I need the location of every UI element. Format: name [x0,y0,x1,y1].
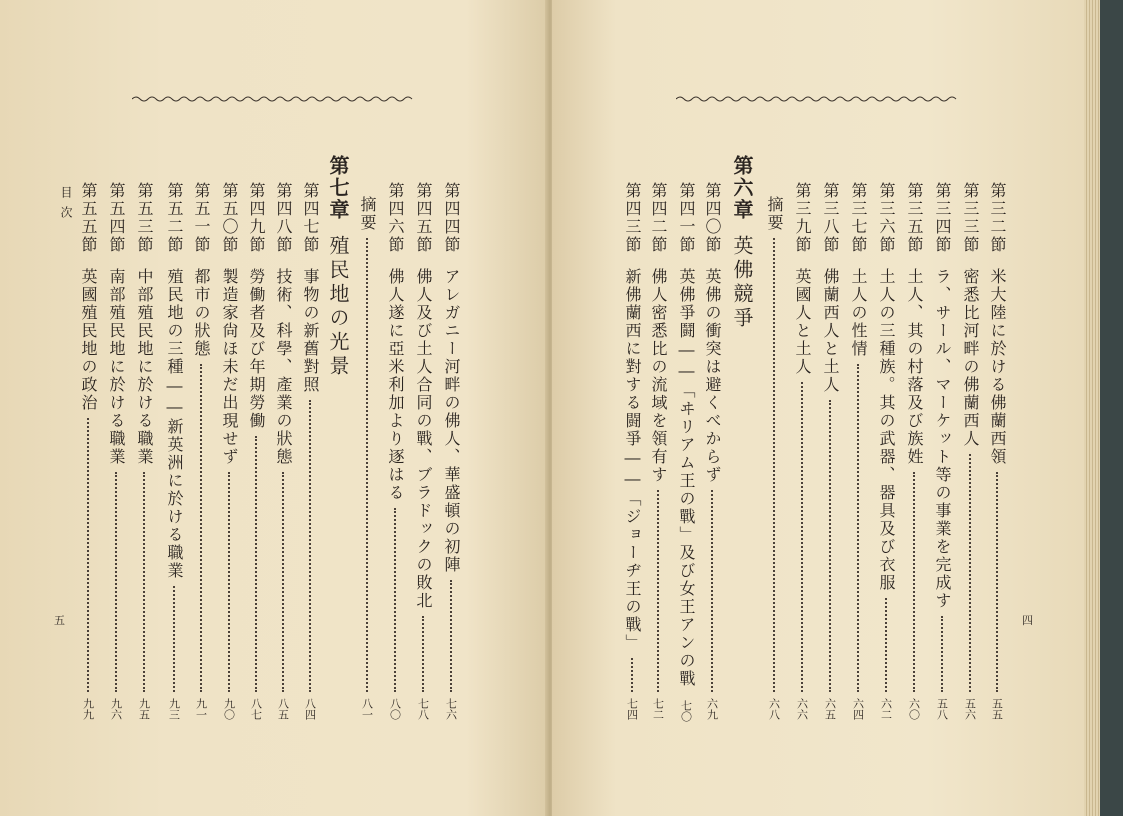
page-ref: 六五 [823,698,837,720]
section-number: 第三四節 [933,182,952,254]
leader-dots [913,472,915,692]
page-ref: 七二 [651,698,665,720]
page-ref: 九一 [194,698,208,720]
leader-dots [996,472,998,692]
chapter-heading [732,155,752,331]
page-edges [1084,0,1100,816]
toc-entry [275,182,291,720]
toc-entry [678,182,694,720]
leader-dots [829,400,831,692]
page-ref: 五八 [935,698,949,720]
leader-dots [115,472,117,692]
page-number: 五 [54,614,65,627]
toc-entry [624,182,640,720]
section-title: 殖民地の三種――新英洲に於ける職業 [165,268,184,580]
section-title: 技術、科學、產業の狀態 [274,268,293,466]
section-title: 摘要 [358,196,377,232]
section-number: 第三八節 [821,182,840,254]
section-title: 佛人及び土人合同の戰、ブラドックの敗北 [414,268,433,610]
leader-dots [282,472,284,692]
leader-dots [885,598,887,692]
chapter-title: 殖民地の光景 [326,235,350,379]
page-ref: 九六 [109,698,123,720]
toc-entry [166,182,182,720]
section-title: 英佛の衝突は避くべからず [703,268,722,484]
page-ref: 八五 [276,698,290,720]
page-ref: 六八 [767,698,781,720]
toc-entry [387,182,403,720]
leader-dots [969,454,971,692]
section-number: 第四三節 [623,182,642,254]
section-title: 佛蘭西人と土人 [821,268,840,394]
section-title: 製造家尙ほ未だ出現せず [220,268,239,466]
chapter-label: 第七章 [326,155,350,221]
leader-dots [200,364,202,692]
toc-entry [822,182,838,720]
page-ref: 八七 [249,698,263,720]
page-ref: 九〇 [222,698,236,720]
toc-entry [878,182,894,720]
section-number: 第五〇節 [220,182,239,254]
leader-dots [711,490,713,692]
toc-entry [302,182,318,720]
book-cover [1100,0,1123,816]
toc-entry [108,182,124,720]
page-ref: 六六 [795,698,809,720]
leader-dots [255,436,257,692]
chapter-label: 第六章 [730,155,754,221]
page-ref: 九九 [81,698,95,720]
section-title: 米大陸に於ける佛蘭西領 [988,268,1007,466]
leader-dots [657,490,659,692]
toc-entry [650,182,666,720]
section-title: 土人の性情 [849,268,868,358]
toc-entry [221,182,237,720]
page-ref: 七〇 [679,700,693,722]
toc-entry [850,182,866,720]
section-number: 第四〇節 [703,182,722,254]
section-title: 英國人と土人 [793,268,812,376]
page-ref: 七八 [416,698,430,720]
section-title: 摘要 [765,196,784,232]
section-number: 第五一節 [192,182,211,254]
leader-dots [631,658,633,692]
leader-dots [941,616,943,692]
left-page [0,0,548,816]
section-number: 第三六節 [877,182,896,254]
section-title: 密悉比河畔の佛蘭西人 [961,268,980,448]
section-number: 第四七節 [301,182,320,254]
leader-dots [87,418,89,692]
toc-entry [359,182,375,720]
toc-entry [80,182,96,720]
right-page [552,0,1086,816]
leader-dots [773,238,775,692]
toc-entry [415,182,431,720]
section-number: 第五二節 [165,182,184,254]
section-number: 第五四節 [107,182,126,254]
page-ref: 六四 [851,698,865,720]
page-ref: 七四 [625,698,639,720]
section-number: 第三七節 [849,182,868,254]
section-title: 事物の新舊對照 [301,268,320,394]
section-title: 中部殖民地に於ける職業 [135,268,154,466]
section-number: 第四一節 [677,182,696,254]
section-number: 第三二節 [988,182,1007,254]
section-title: ラ、サール、マーケット等の事業を完成す [933,268,952,610]
page-number: 四 [1022,614,1033,627]
section-number: 第三五節 [905,182,924,254]
toc-entry [704,182,720,720]
page-ref: 九五 [137,698,151,720]
ornamental-rule [132,92,414,106]
leader-dots [173,586,175,692]
section-number: 第四四節 [442,182,461,254]
section-title: 土人の三種族。其の武器、器具及び衣服 [877,268,896,592]
section-title: 土人、其の村落及び族姓 [905,268,924,466]
toc-entry [766,182,782,720]
toc-entry [962,182,978,720]
ornamental-rule [676,92,958,106]
section-number: 第四八節 [274,182,293,254]
toc-entry [136,182,152,720]
section-number: 第四五節 [414,182,433,254]
toc-entry [248,182,264,720]
leader-dots [366,238,368,692]
toc-entry [934,182,950,720]
page-ref: 八一 [360,698,374,720]
toc-entry [193,182,209,720]
page-ref: 六〇 [907,698,921,720]
toc-entry [906,182,922,720]
section-title: 南部殖民地に於ける職業 [107,268,126,466]
section-title: 佛人遂に亞米利加より逐はる [386,268,405,502]
page-ref: 九三 [167,698,181,720]
section-title: アレガニー河畔の佛人、華盛頓の初陣 [442,268,461,574]
page-ref: 八四 [303,698,317,720]
leader-dots [143,472,145,692]
section-number: 第五三節 [135,182,154,254]
section-title: 勞働者及び年期勞働 [247,268,266,430]
section-number: 第四六節 [386,182,405,254]
leader-dots [228,472,230,692]
page-ref: 八〇 [388,698,402,720]
chapter-heading [328,155,348,379]
page-ref: 六九 [705,698,719,720]
leader-dots [857,364,859,692]
page-ref: 七六 [444,698,458,720]
section-number: 第三三節 [961,182,980,254]
section-number: 第三九節 [793,182,812,254]
leader-dots [309,400,311,692]
section-title: 佛人密悉比の流域を領有す [649,268,668,484]
section-number: 第五五節 [79,182,98,254]
page-ref: 五六 [963,698,977,720]
section-title: 新佛蘭西に對する闘爭――「ジョーヂ王の戰」 [623,268,642,652]
leader-dots [801,382,803,692]
page-ref: 六二 [879,698,893,720]
section-number: 第四九節 [247,182,266,254]
section-title: 英佛爭鬪――「ヰリアム王の戰」及び女王アンの戰 [677,268,696,688]
chapter-title: 英佛競爭 [730,235,754,331]
page-ref: 五五 [990,698,1004,720]
toc-entry [794,182,810,720]
running-head: 目次 [59,186,73,226]
toc-entry [989,182,1005,720]
section-number: 第四二節 [649,182,668,254]
leader-dots [422,616,424,692]
section-title: 都市の狀態 [192,268,211,358]
leader-dots [450,580,452,692]
leader-dots [394,508,396,692]
toc-entry [443,182,459,720]
section-title: 英國殖民地の政治 [79,268,98,412]
